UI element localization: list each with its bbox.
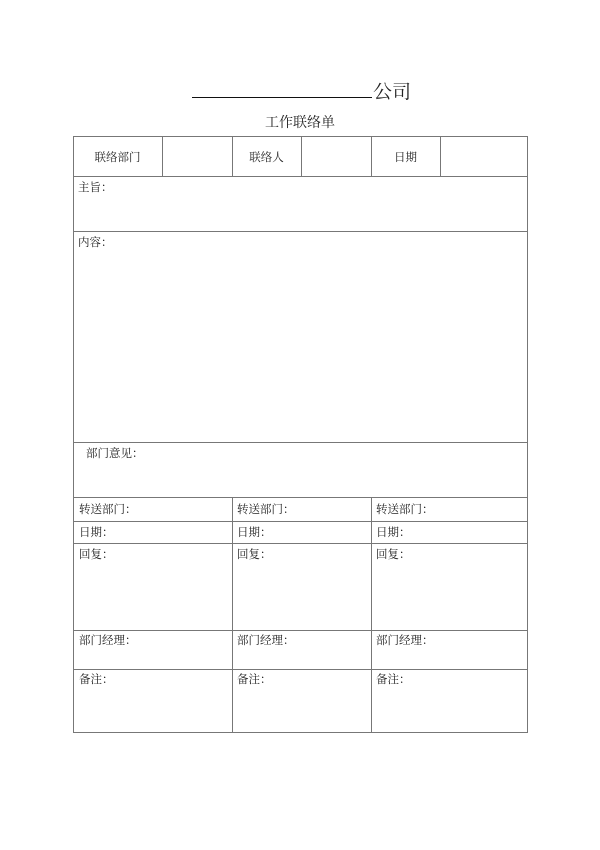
transfer-dept-label: 转送部门： — [237, 502, 295, 516]
dept-opinion-label: 部门意见： — [86, 446, 144, 460]
remarks-label: 备注： — [237, 672, 272, 686]
reply-label: 回复： — [237, 547, 272, 561]
dept-label: 联络部门 — [94, 150, 141, 164]
reply-label: 回复： — [79, 547, 114, 561]
company-name-blank[interactable] — [192, 97, 372, 98]
remarks-label: 备注： — [79, 672, 114, 686]
reply-label: 回复： — [376, 547, 411, 561]
form-title: 工作联络单 — [265, 115, 335, 131]
transfer-dept-label: 转送部门： — [79, 502, 137, 516]
company-suffix: 公司 — [373, 81, 412, 103]
transfer-date-label: 日期： — [237, 525, 272, 539]
manager-label: 部门经理： — [237, 633, 295, 647]
date-label: 日期 — [394, 150, 417, 164]
transfer-date-label: 日期： — [79, 525, 114, 539]
content-label: 内容： — [78, 235, 113, 249]
remarks-label: 备注： — [376, 672, 411, 686]
manager-label: 部门经理： — [376, 633, 434, 647]
dept-input[interactable] — [163, 137, 232, 176]
subject-label: 主旨： — [78, 180, 113, 194]
transfer-dept-label: 转送部门： — [376, 502, 434, 516]
contact-input[interactable] — [302, 137, 371, 176]
contact-label: 联络人 — [249, 150, 284, 164]
manager-label: 部门经理： — [79, 633, 137, 647]
date-input[interactable] — [441, 137, 527, 176]
transfer-date-label: 日期： — [376, 525, 411, 539]
